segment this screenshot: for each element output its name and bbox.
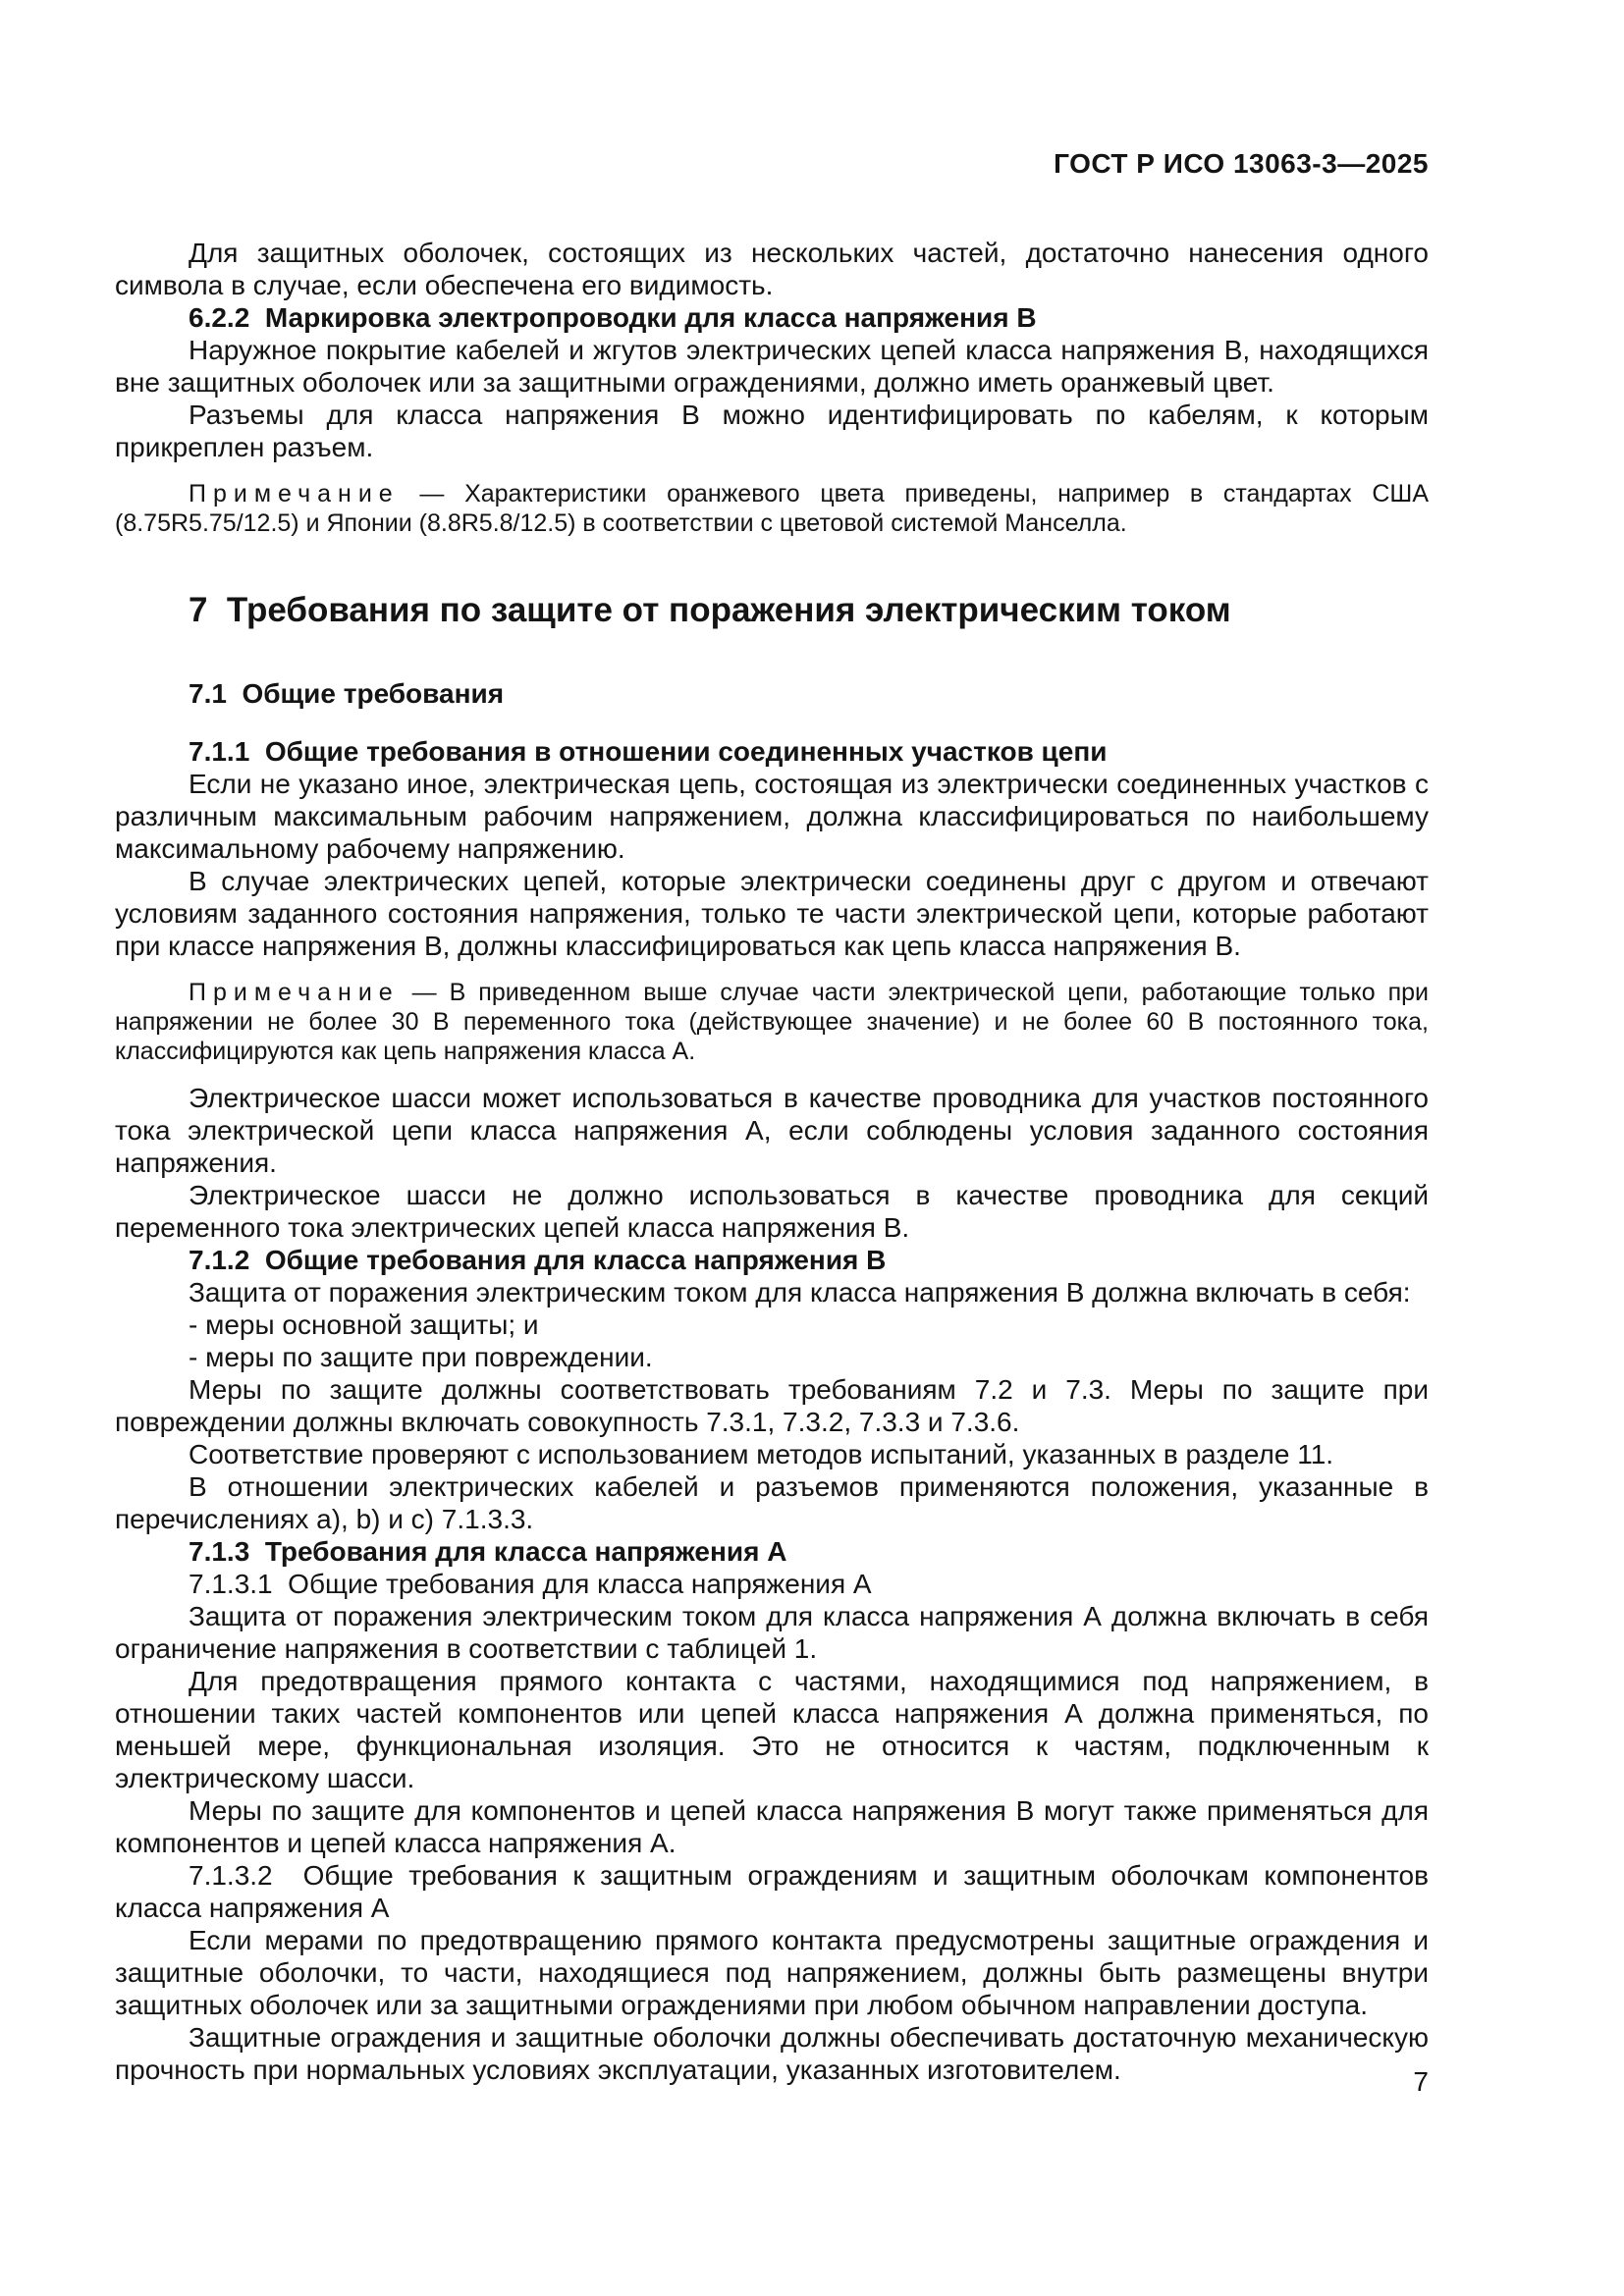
running-header: ГОСТ Р ИСО 13063-3—2025 [1054, 148, 1429, 179]
paragraph: 7.1.3.1 Общие требования для класса напряжения А [189, 1569, 872, 1599]
subsection-heading: 7.1 Общие требования [189, 678, 505, 709]
paragraph: Если не указано иное, электрическая цепь, состоящая из электрически соединенных участков с различным максимальным рабочим напряжением, должна классифицироваться по наибольшему максимальному рабочему напряжению. [115, 769, 1429, 864]
paragraph: Защитные ограждения и защитные оболочки должны обеспечивать достаточную механическую прочность при нормальных условиях эксплуатации, указанных изготовителем. [115, 2022, 1429, 2085]
section-heading: 7 Требования по защите от поражения электрическим током [189, 591, 1231, 629]
paragraph: Меры по защите должны соответствовать требованиям 7.2 и 7.3. Меры по защите при повреждении должны включать совокупность 7.3.1, 7.3.2, 7.3.3 и 7.3.6. [115, 1374, 1429, 1437]
list-item: - меры основной защиты; и [189, 1309, 539, 1340]
paragraph: В отношении электрических кабелей и разъемов применяются положения, указанные в перечислениях a), b) и c) 7.1.3.3. [115, 1471, 1429, 1534]
note-label: Примечание [189, 979, 400, 1006]
paragraph: В случае электрических цепей, которые электрически соединены друг с другом и отвечают условиям заданного состояния напряжения, только те части электрической цепи, которые работают при классе напряжения B, должны классифицироваться как цепь класса напряжения B. [115, 866, 1429, 961]
paragraph: Разъемы для класса напряжения B можно идентифицировать по кабелям, к которым прикреплен разъем. [115, 400, 1429, 462]
document-content [115, 237, 1429, 2086]
page-number: 7 [1413, 2066, 1429, 2097]
paragraph: 7.1.3.2 Общие требования к защитным ограждениям и защитным оболочкам компонентов класса напряжения А [115, 1860, 1429, 1923]
paragraph: Наружное покрытие кабелей и жгутов электрических цепей класса напряжения B, находящихся вне защитных оболочек или за защитными ограждениями, должно иметь оранжевый цвет. [115, 335, 1429, 398]
paragraph: Соответствие проверяют с использованием методов испытаний, указанных в разделе 11. [189, 1439, 1334, 1469]
paragraph: Меры по защите для компонентов и цепей класса напряжения B могут также применяться для компонентов и цепей класса напряжения А. [115, 1795, 1429, 1858]
note-label: Примечание [189, 480, 400, 507]
paragraph: Защита от поражения электрическим током для класса напряжения А должна включать в себя ограничение напряжения в соответствии с таблицей 1. [115, 1601, 1429, 1664]
paragraph: Если мерами по предотвращению прямого контакта предусмотрены защитные ограждения и защитные оболочки, то части, находящиеся под напряжением, должны быть размещены внутри защитных оболочек или за защитными ограждениями при любом обычном направлении доступа. [115, 1925, 1429, 2020]
clause-heading: 6.2.2 Маркировка электропроводки для класса напряжения B [189, 302, 1037, 333]
paragraph: Электрическое шасси может использоваться в качестве проводника для участков постоянного тока электрической цепи класса напряжения А, если соблюдены условия заданного состояния напряжения. [115, 1083, 1429, 1178]
list-item: - меры по защите при повреждении. [189, 1342, 653, 1372]
note: Примечание — В приведенном выше случае части электрической цепи, работающие только при напряжении не более 30 В переменного тока (действующее значение) и не более 60 В постоянного тока, классифицируются как цепь напряжения класса А. [115, 979, 1429, 1065]
paragraph: Для предотвращения прямого контакта с частями, находящимися под напряжением, в отношении таких частей компонентов или цепей класса напряжения А должна применяться, по меньшей мере, функциональная изоляция. Это не относится к частям, подключенным к электрическому шасси. [115, 1666, 1429, 1793]
paragraph: Электрическое шасси не должно использоваться в качестве проводника для секций переменного тока электрических цепей класса напряжения B. [115, 1180, 1429, 1243]
paragraph: Для защитных оболочек, состоящих из нескольких частей, достаточно нанесения одного символа в случае, если обеспечена его видимость. [115, 238, 1429, 300]
clause-heading: 7.1.2 Общие требования для класса напряжения B [189, 1245, 887, 1275]
clause-heading: 7.1.1 Общие требования в отношении соединенных участков цепи [189, 736, 1108, 767]
note: Примечание — Характеристики оранжевого цвета приведены, например в стандартах США (8.75R5.75/12.5) и Японии (8.8R5.8/12.5) в соответствии с цветовой системой Манселла. [115, 480, 1429, 537]
paragraph: Защита от поражения электрическим током для класса напряжения B должна включать в себя: [189, 1277, 1411, 1308]
clause-heading: 7.1.3 Требования для класса напряжения А [189, 1536, 787, 1567]
